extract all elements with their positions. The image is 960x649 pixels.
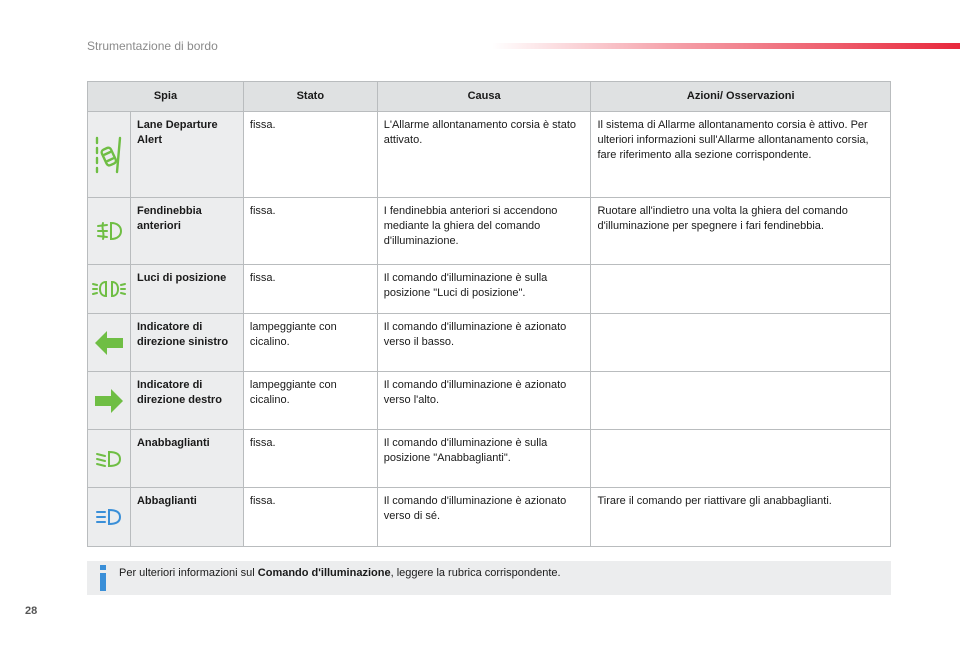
warning-name: Anabbaglianti: [130, 430, 243, 488]
dipped-beam-icon: [95, 449, 123, 469]
warning-action: [591, 265, 891, 314]
warning-cause: Il comando d'illuminazione è azionato verso l'alto.: [377, 372, 591, 430]
warning-state: fissa.: [243, 430, 377, 488]
warning-cause: Il comando d'illuminazione è azionato verso di sé.: [377, 488, 591, 547]
warning-state: fissa.: [243, 198, 377, 265]
icon-cell: [88, 372, 131, 430]
info-note-prefix: Per ulteriori informazioni sul: [119, 567, 258, 579]
lane-departure-icon: [94, 135, 124, 175]
icon-cell: [88, 488, 131, 547]
left-arrow-icon: [95, 331, 123, 355]
icon-cell: [88, 314, 131, 372]
warning-action: [591, 314, 891, 372]
warning-state: fissa.: [243, 265, 377, 314]
info-note: [87, 561, 891, 595]
info-note-bold: Comando d'illuminazione: [257, 567, 391, 579]
icon-cell: [88, 198, 131, 265]
column-header-causa: Causa: [377, 82, 591, 112]
right-arrow-icon: [95, 389, 123, 413]
icon-cell: [88, 265, 131, 314]
column-header-stato: Stato: [243, 82, 377, 112]
warning-cause: Il comando d'illuminazione è sulla posizione "Luci di posizione".: [377, 265, 591, 314]
header-accent-bar: [492, 43, 960, 49]
warning-action: Il sistema di Allarme allontanamento corsia è attivo. Per ulteriori informazioni sull'Allarme allontanamento corsia, fare riferimento alla sezione corrispondente.: [591, 112, 891, 198]
table-row: [88, 314, 891, 372]
warning-action: [591, 430, 891, 488]
warning-action: Ruotare all'indietro una volta la ghiera del comando d'illuminazione per spegnere i fari fendinebbia.: [591, 198, 891, 265]
icon-cell: [88, 430, 131, 488]
warning-cause: Il comando d'illuminazione è sulla posizione "Anabbaglianti".: [377, 430, 591, 488]
icon-cell: [88, 112, 131, 198]
warning-lights-table: [87, 81, 891, 547]
warning-state: fissa.: [243, 112, 377, 198]
info-note-suffix: , leggere la rubrica corrispondente.: [390, 567, 561, 579]
page-number: 28: [25, 605, 38, 617]
side-lights-icon: [92, 279, 126, 299]
info-note-text: [119, 567, 561, 579]
table-row: [88, 430, 891, 488]
table-row: [88, 372, 891, 430]
table-row: [88, 265, 891, 314]
warning-name: Lane Departure Alert: [130, 112, 243, 198]
table-header-row: [88, 82, 891, 112]
warning-state: lampeggiante con cicalino.: [243, 314, 377, 372]
table-row: [88, 198, 891, 265]
main-beam-icon: [95, 507, 123, 527]
warning-action: Tirare il comando per riattivare gli anabbaglianti.: [591, 488, 891, 547]
front-fog-light-icon: [95, 220, 123, 242]
warning-name: Indicatore di direzione sinistro: [130, 314, 243, 372]
table-row: [88, 488, 891, 547]
column-header-spia: Spia: [88, 82, 244, 112]
warning-cause: L'Allarme allontanamento corsia è stato attivato.: [377, 112, 591, 198]
warning-state: lampeggiante con cicalino.: [243, 372, 377, 430]
warning-name: Fendinebbia anteriori: [130, 198, 243, 265]
table-row: [88, 112, 891, 198]
warning-name: Luci di posizione: [130, 265, 243, 314]
warning-name: Indicatore di direzione destro: [130, 372, 243, 430]
warning-name: Abbaglianti: [130, 488, 243, 547]
warning-state: fissa.: [243, 488, 377, 547]
info-icon: [96, 565, 110, 591]
warning-cause: I fendinebbia anteriori si accendono mediante la ghiera del comando d'illuminazione.: [377, 198, 591, 265]
column-header-azioni: Azioni/ Osservazioni: [591, 82, 891, 112]
warning-action: [591, 372, 891, 430]
warning-cause: Il comando d'illuminazione è azionato verso il basso.: [377, 314, 591, 372]
section-title: Strumentazione di bordo: [87, 39, 218, 53]
